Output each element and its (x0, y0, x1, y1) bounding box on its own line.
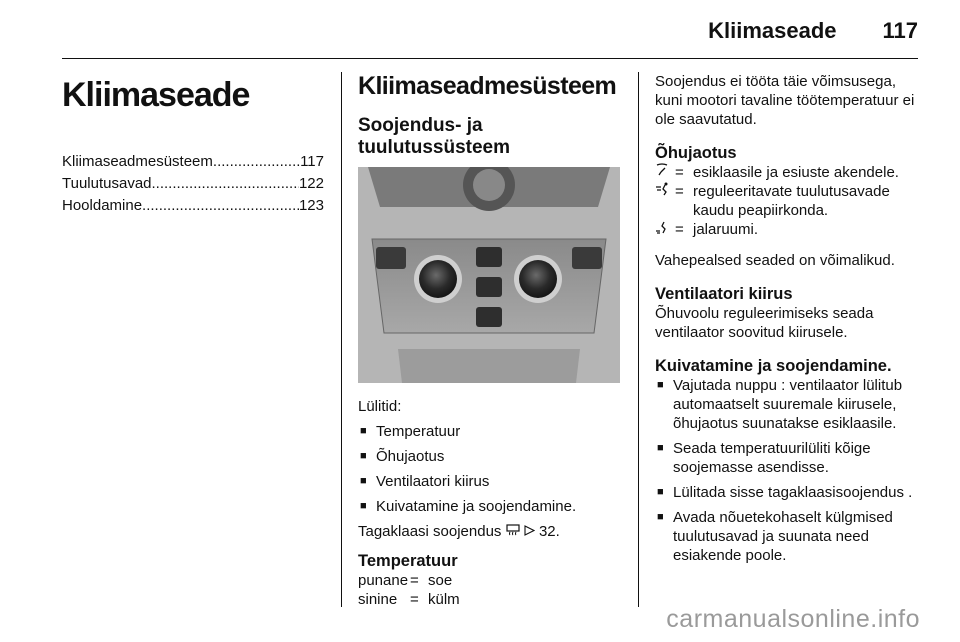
list-item: ■ Õhujaotus (358, 447, 620, 466)
page-header (708, 18, 918, 44)
def-desc: jalaruumi. (693, 221, 759, 238)
toc-leader (152, 173, 299, 195)
list-item: ■ Ventilaatori kiirus (358, 472, 620, 491)
toc-leader (213, 151, 300, 173)
toc-page: 122 (298, 175, 324, 192)
def-term: punane (358, 572, 409, 589)
toc-page: 123 (298, 197, 324, 214)
column-climate-system (358, 72, 620, 609)
fan-speed-paragraph: Õhuvoolu reguleerimiseks seada ventilaator soovitud kiirusele. (655, 305, 874, 341)
def-term: sinine (358, 591, 398, 608)
drying-heating-title: Kuivatamine ja soojendamine. (655, 357, 892, 375)
toc-page: 117 (300, 153, 324, 170)
list-item: ■ Seada temperatuurilüliti kõige soojemasse asendisse. (655, 439, 925, 477)
section-title: Kliimaseadmesüsteem (358, 72, 617, 100)
def-eq: = (675, 164, 684, 181)
rear-heat-ref[interactable]: 32. (538, 523, 560, 540)
switches-list (358, 422, 620, 516)
def-eq: = (410, 591, 419, 608)
header-page-number: 117 (882, 18, 918, 43)
def-eq: = (410, 572, 419, 589)
def-desc: esiklaasile ja esiuste akendele. (693, 164, 899, 181)
toc-row[interactable] (62, 173, 324, 195)
intermediate-paragraph: Vahepealsed seaded on võimalikud. (655, 252, 895, 269)
column-toc (62, 72, 324, 217)
list-item: ■ Kuivatamine ja soojendamine. (358, 497, 620, 516)
rear-heat-paragraph (358, 522, 620, 541)
watermark: carmanualsonline.info (666, 605, 920, 633)
list-item: ■ Vajutada nuppu : ventilaator lülitub automaatselt suuremale kiirusele, õhujaotus suunatakse esiklaasile. (655, 376, 925, 433)
toc-label: Kliimaseadmesüsteem (62, 153, 213, 170)
toc-label: Tuulutusavad (62, 175, 152, 192)
air-distribution-title: Õhujaotus (655, 144, 737, 162)
def-desc: reguleeritavate tuulutusavade kaudu peapiirkonda. (693, 183, 890, 219)
toc-label: Hooldamine (62, 197, 143, 214)
def-desc: soe (428, 572, 453, 589)
toc-leader (142, 195, 299, 217)
header-section: Kliimaseade (708, 18, 837, 43)
windscreen-air-icon (655, 163, 675, 182)
air-distribution-defs (655, 163, 925, 239)
def-desc: külm (428, 591, 460, 608)
toc-row[interactable] (62, 151, 324, 173)
column-details (655, 72, 925, 571)
def-row (358, 590, 620, 609)
drying-heating-list (655, 376, 925, 565)
list-item: ■ Lülitada sisse tagaklaasisoojendus . (655, 483, 925, 502)
page-reference-icon (524, 523, 539, 540)
subsection-title: Soojendus- ja tuulutussüsteem (358, 115, 511, 158)
temperature-defs (358, 571, 620, 609)
temperature-title: Temperatuur (358, 552, 458, 570)
intro-paragraph: Soojendus ei tööta täie võimsusega, kuni mootori tavaline töötemperatuur ei ole saavutatud. (655, 73, 915, 128)
column-divider-2 (638, 72, 639, 607)
fan-speed-title: Ventilaatori kiirus (655, 285, 793, 303)
footwell-air-icon (655, 220, 675, 239)
column-divider-1 (341, 72, 342, 607)
rear-window-heating-icon (506, 523, 524, 540)
chapter-title: Kliimaseade (62, 76, 250, 114)
def-eq: = (675, 221, 684, 238)
def-row (655, 182, 925, 220)
toc-row[interactable] (62, 195, 324, 217)
def-row (655, 163, 925, 182)
def-row (358, 571, 620, 590)
header-rule (62, 58, 918, 59)
head-level-air-icon (655, 182, 675, 220)
def-eq: = (675, 183, 684, 200)
list-item: ■ Temperatuur (358, 422, 620, 441)
def-row (655, 220, 925, 239)
switches-label: Lülitid: (358, 398, 402, 415)
climate-control-panel-photo (358, 167, 620, 383)
rear-heat-text: Tagaklaasi soojendus (358, 523, 502, 540)
list-item: ■ Avada nõuetekohaselt külgmised tuulutusavad ja suunata need esiakende poole. (655, 508, 925, 565)
